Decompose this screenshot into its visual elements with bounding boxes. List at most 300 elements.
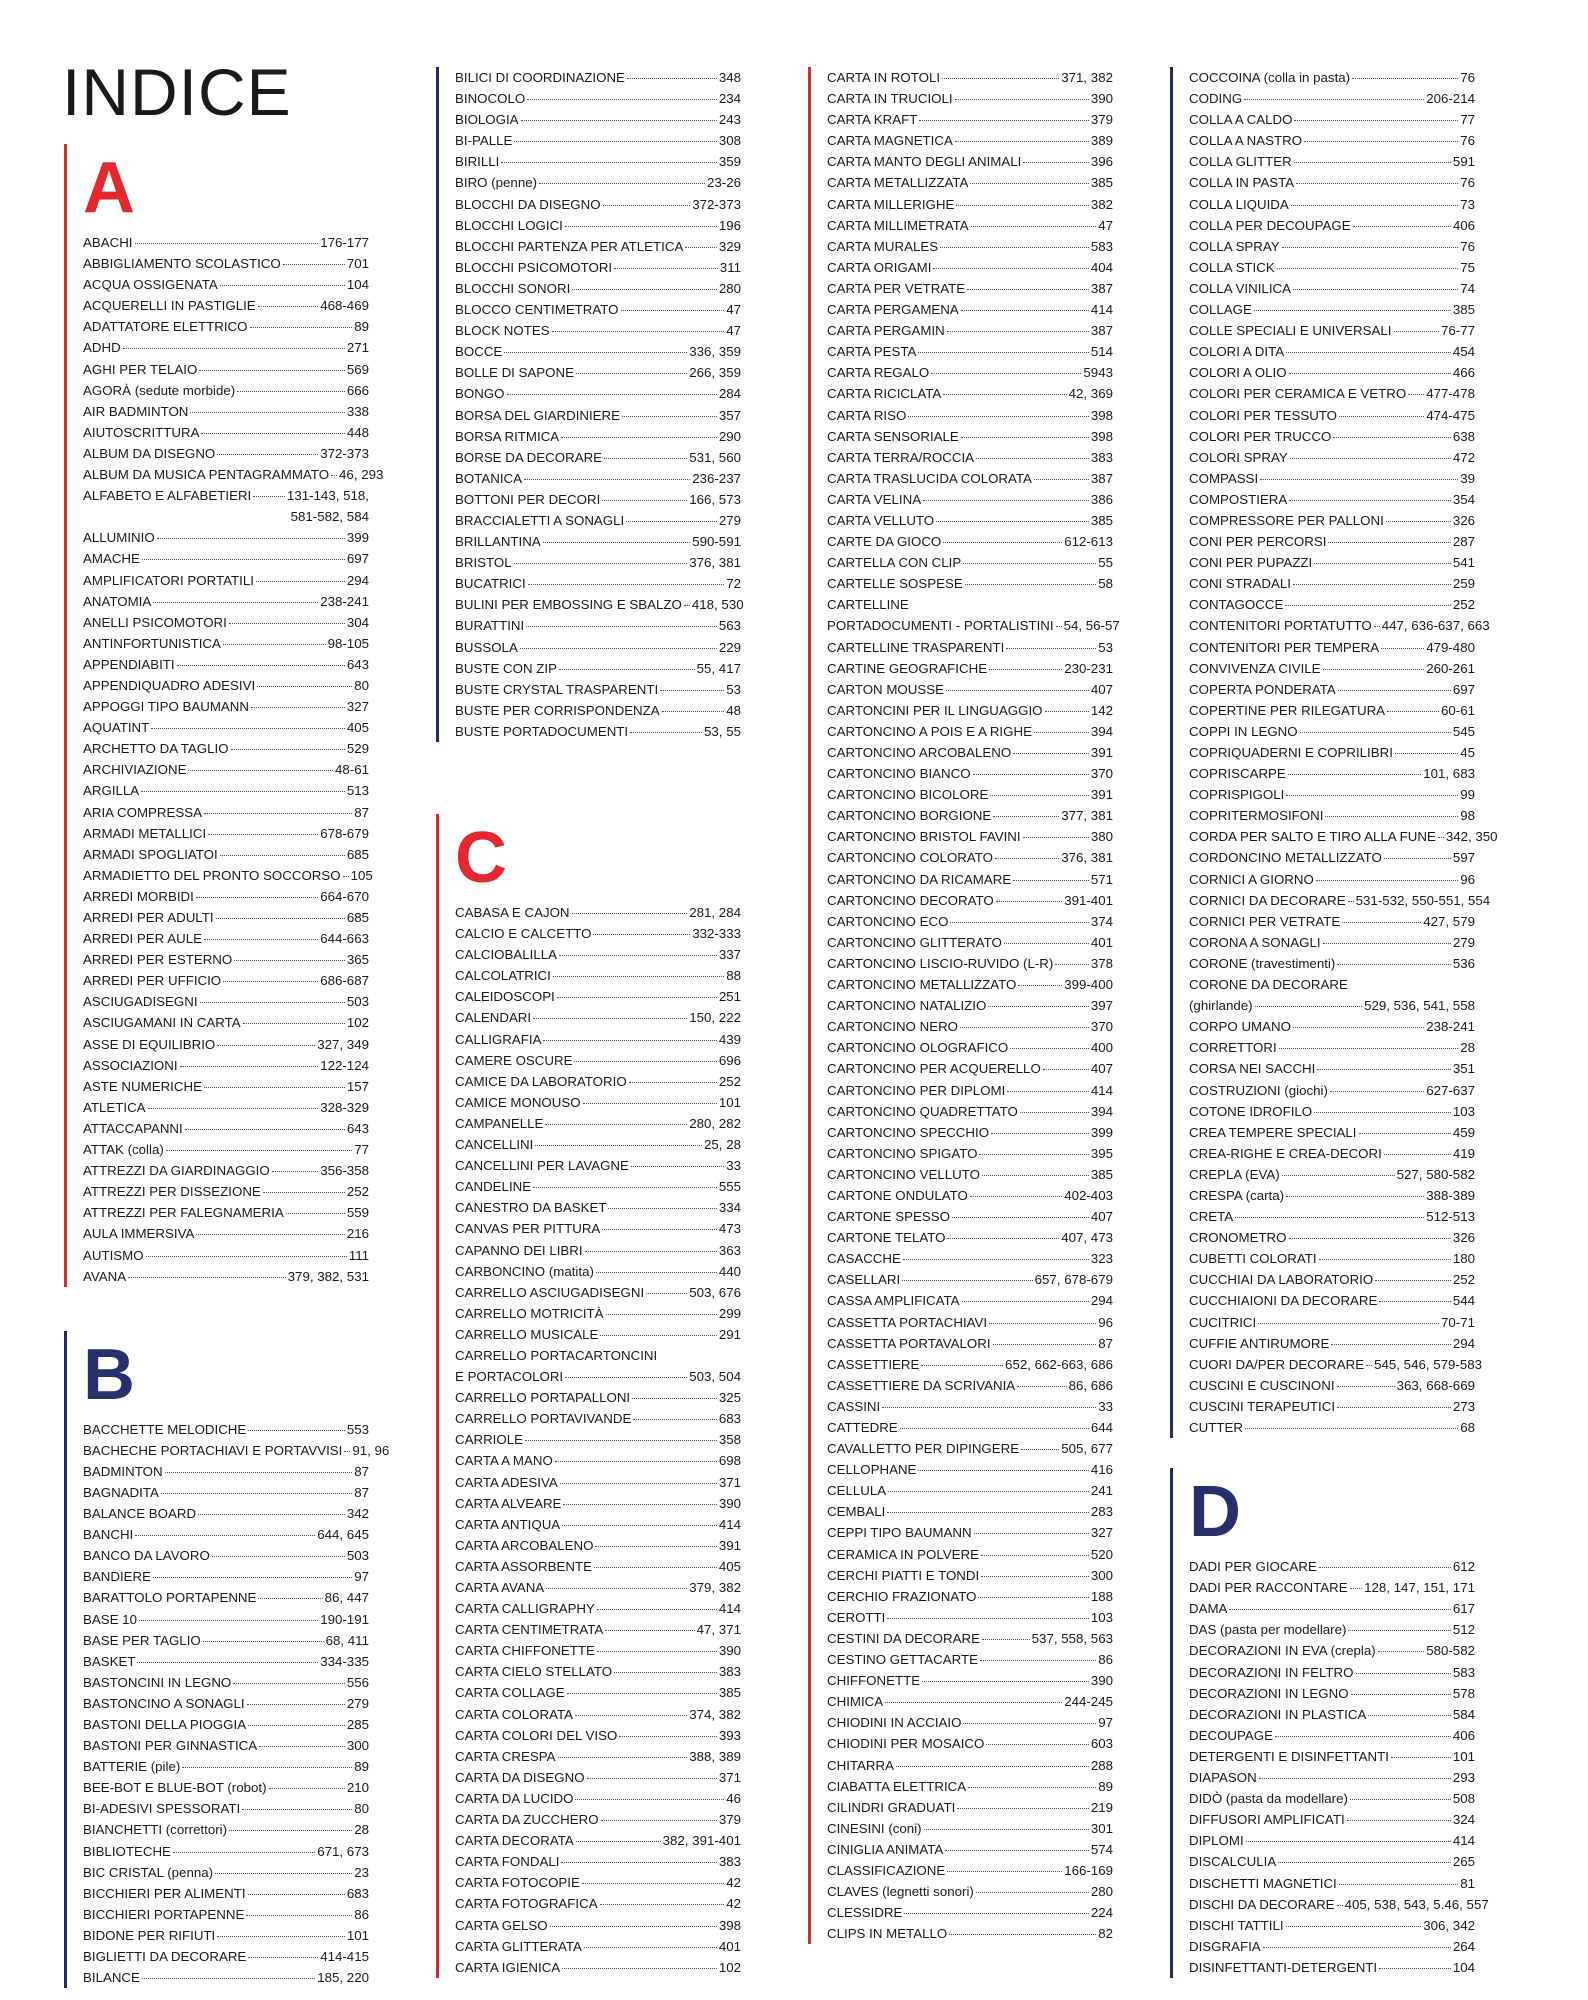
- entry-term: ARREDI PER AULE: [83, 931, 202, 947]
- entry-pages: 407: [1090, 1209, 1113, 1225]
- dot-leader: [1004, 943, 1089, 944]
- entry-term: DECOUPAGE: [1189, 1727, 1273, 1743]
- entry-term: CIABATTA ELETTRICA: [827, 1778, 967, 1794]
- entry-term: BICCHIERI PER ALIMENTI: [83, 1885, 246, 1901]
- entry-pages: 271: [346, 340, 369, 356]
- entry-term: CARTELLINE: [827, 597, 909, 613]
- entry-pages: 101: [1452, 1748, 1475, 1764]
- index-entry: [1189, 426, 1475, 447]
- entry-term: CARTA IGIENICA: [455, 1959, 561, 1975]
- dot-leader: [229, 1830, 352, 1831]
- entry-term: AULA IMMERSIVA: [83, 1226, 195, 1242]
- entry-term: CARTA PESTA: [827, 344, 917, 360]
- index-entry: [455, 1556, 741, 1577]
- dot-leader: [533, 1187, 717, 1188]
- dot-leader: [216, 918, 345, 919]
- entry-term: CAPANNO DEI LIBRI: [455, 1242, 583, 1258]
- index-entry: [455, 1746, 741, 1767]
- index-entry: [455, 1450, 741, 1471]
- dot-leader: [908, 416, 1089, 417]
- entry-pages: 529, 536, 541, 558: [1364, 998, 1475, 1014]
- index-entry: [827, 763, 1113, 784]
- index-entry: [83, 1566, 369, 1587]
- entry-term: COPPI IN LEGNO: [1189, 723, 1298, 739]
- dot-leader: [993, 816, 1059, 817]
- dot-leader: [970, 183, 1088, 184]
- index-entry: [827, 1333, 1113, 1354]
- index-entry: [83, 1925, 369, 1946]
- index-entry: [83, 717, 369, 738]
- index-entry: [1189, 1122, 1475, 1143]
- entry-pages: 328-329: [320, 1099, 369, 1115]
- entry-pages: 326: [1452, 512, 1475, 528]
- entry-pages: 281, 284: [689, 905, 741, 920]
- dot-leader: [204, 939, 318, 940]
- entry-term: CARTA FONDALI: [455, 1854, 560, 1870]
- entry-term: BORSE DA DECORARE: [455, 449, 603, 465]
- section-letter: A: [83, 148, 135, 228]
- entry-pages: 376, 381: [1061, 850, 1113, 866]
- entry-term: COLLE SPECIALI E UNIVERSALI: [1189, 323, 1392, 339]
- dot-leader: [561, 1862, 716, 1863]
- entry-pages: 581-582, 584: [290, 509, 369, 525]
- index-entry: [455, 1619, 741, 1640]
- index-entry: [1189, 1598, 1475, 1619]
- entry-term: AVANA: [83, 1268, 127, 1284]
- dot-leader: [1289, 500, 1451, 501]
- entry-pages: 111: [348, 1247, 369, 1263]
- index-entry: [83, 1609, 369, 1630]
- index-entry: [827, 594, 1113, 615]
- index-entry: [83, 1672, 369, 1693]
- dot-leader: [343, 876, 349, 877]
- dot-leader: [1395, 753, 1458, 754]
- entry-pages: 405: [718, 1558, 741, 1574]
- entry-term: BASKET: [83, 1653, 136, 1669]
- dot-leader: [919, 120, 1088, 121]
- entry-pages: 388-389: [1426, 1187, 1475, 1203]
- entry-pages: 372-373: [320, 445, 369, 461]
- index-entry: [83, 1461, 369, 1482]
- entry-term: CARTA A MANO: [455, 1453, 553, 1469]
- entry-pages: 80: [354, 1801, 369, 1817]
- index-entry: [455, 1282, 741, 1303]
- dot-leader: [685, 247, 716, 248]
- entry-pages: 678-679: [320, 825, 369, 841]
- entry-pages: 697: [1452, 681, 1475, 697]
- dot-leader: [557, 997, 717, 998]
- index-entry: [83, 1946, 369, 1967]
- entry-pages: 48-61: [334, 762, 369, 778]
- entry-term: CARTONCINO LISCIO-RUVIDO (L-R): [827, 955, 1054, 971]
- entry-pages: 131-143, 518,: [286, 488, 369, 504]
- entry-term: CARTA TERRA/ROCCIA: [827, 449, 975, 465]
- index-entry: [455, 109, 741, 130]
- dot-leader: [248, 1957, 318, 1958]
- entry-term: CUTTER: [1189, 1420, 1243, 1435]
- entry-term: BIRILLI: [455, 154, 500, 170]
- dot-leader: [1394, 331, 1439, 332]
- entry-term: CARTA METALLIZZATA: [827, 175, 969, 191]
- section-letter: B: [83, 1334, 135, 1415]
- entry-term: CARTONCINO SPECCHIO: [827, 1124, 990, 1140]
- index-entry: [455, 944, 741, 965]
- entry-term: DIFFUSORI AMPLIFICATI: [1189, 1812, 1345, 1828]
- index-entry: [83, 464, 384, 485]
- index-entry: [1189, 299, 1475, 320]
- entry-term: AIR BADMINTON: [83, 403, 189, 419]
- dot-leader: [955, 99, 1089, 100]
- entry-term: ARMADI METALLICI: [83, 825, 207, 841]
- entry-term: ABACHI: [83, 235, 133, 250]
- entry-pages: 266, 359: [689, 365, 741, 381]
- entry-pages: 351: [1452, 1061, 1475, 1077]
- dot-leader: [584, 1947, 717, 1948]
- index-entry: [827, 278, 1113, 299]
- dot-leader: [596, 1272, 717, 1273]
- entry-term: COLLA A NASTRO: [1189, 133, 1303, 149]
- index-entry: [1189, 1788, 1475, 1809]
- entry-term: CARTONCINO QUADRETTATO: [827, 1103, 1018, 1119]
- entry-pages: 299: [718, 1305, 741, 1321]
- index-entry: [83, 823, 369, 844]
- index-entry: [827, 1312, 1113, 1333]
- dot-leader: [223, 644, 326, 645]
- dot-leader: [331, 475, 337, 476]
- index-section-continued: [436, 67, 744, 742]
- entry-term: DECORAZIONI IN PLASTICA: [1189, 1706, 1367, 1722]
- entry-pages: 555: [718, 1179, 741, 1195]
- entry-term: CONTENITORI PORTATUTTO: [1189, 618, 1372, 634]
- dot-leader: [1323, 943, 1451, 944]
- entry-pages: 612: [1452, 1559, 1475, 1575]
- index-entry: [1189, 1206, 1475, 1227]
- entry-pages: 459: [1452, 1124, 1475, 1140]
- index-entry: [827, 236, 1113, 257]
- index-entry: [83, 1693, 369, 1714]
- entry-pages: 348: [718, 70, 741, 85]
- index-entry: [1189, 109, 1475, 130]
- entry-pages: 294: [346, 572, 369, 588]
- dot-leader: [632, 1398, 717, 1399]
- dot-leader: [559, 669, 695, 670]
- entry-pages: 398: [1090, 428, 1113, 444]
- entry-pages: 327: [346, 699, 369, 715]
- dot-leader: [986, 1744, 1088, 1745]
- dot-leader: [1386, 521, 1451, 522]
- entry-term: CONVIVENZA CIVILE: [1189, 660, 1321, 676]
- index-entry: [1189, 1725, 1475, 1746]
- entry-pages: 503, 676: [689, 1284, 741, 1300]
- dot-leader: [572, 289, 717, 290]
- entry-pages: 236-237: [692, 470, 741, 486]
- entry-pages: 102: [346, 1015, 369, 1031]
- dot-leader: [1339, 416, 1424, 417]
- entry-pages: 571: [1090, 871, 1113, 887]
- index-entry: [1189, 1396, 1475, 1417]
- dot-leader: [1351, 1694, 1451, 1695]
- index-entry: [83, 1202, 369, 1223]
- entry-term: CRONOMETRO: [1189, 1230, 1287, 1246]
- index-entry: [1189, 215, 1475, 236]
- dot-leader: [1294, 120, 1458, 121]
- dot-leader: [153, 1577, 352, 1578]
- dot-leader: [565, 226, 717, 227]
- entry-term: COPRITERMOSIFONI: [1189, 808, 1324, 824]
- entry-term: ADHD: [83, 340, 121, 356]
- dot-leader: [660, 690, 724, 691]
- entry-term: CARRELLO PORTAPALLONI: [455, 1390, 631, 1406]
- entry-term: CARTA SENSORIALE: [827, 428, 959, 444]
- entry-term: BUSSOLA: [455, 639, 518, 655]
- index-entry: [1189, 932, 1475, 953]
- entry-term: PORTADOCUMENTI - PORTALISTINI: [827, 618, 1054, 634]
- entry-term: COLLAGE: [1189, 302, 1252, 318]
- dot-leader: [882, 1407, 1096, 1408]
- index-entry: [83, 928, 369, 949]
- dot-leader: [1023, 837, 1089, 838]
- entry-term: CANCELLINI: [455, 1137, 534, 1153]
- entry-term: CARTELLE SOSPESE: [827, 576, 963, 592]
- index-entry: [83, 443, 369, 464]
- entry-pages: 683: [346, 1885, 369, 1901]
- entry-pages: 390: [718, 1643, 741, 1659]
- index-entry: [827, 1818, 1113, 1839]
- dot-leader: [587, 1778, 717, 1779]
- index-entry: [455, 1071, 741, 1092]
- index-entry: [1189, 531, 1475, 552]
- index-entry: [83, 886, 369, 907]
- entry-pages: 28: [1460, 1040, 1475, 1056]
- index-entry: [455, 1176, 741, 1197]
- entry-pages: 379, 382: [689, 1580, 741, 1595]
- entry-pages: 73: [1460, 196, 1475, 212]
- entry-pages: 559: [346, 1205, 369, 1221]
- dot-leader: [567, 1693, 717, 1694]
- index-entry: [827, 911, 1113, 932]
- index-entry: [827, 341, 1113, 362]
- dot-leader: [974, 1533, 1089, 1534]
- dot-leader: [507, 394, 717, 395]
- entry-pages: 590-591: [692, 534, 741, 550]
- entry-pages: 280, 282: [689, 1115, 741, 1131]
- entry-term: CLAVES (legnetti sonori): [827, 1884, 974, 1900]
- dot-leader: [1286, 1196, 1424, 1197]
- index-entry: [83, 359, 369, 380]
- index-entry: [1189, 1851, 1475, 1872]
- index-entry: [827, 215, 1113, 236]
- entry-term: CARTA CIELO STELLATO: [455, 1664, 613, 1680]
- index-entry: [1189, 1577, 1475, 1598]
- index-entry: [83, 970, 369, 991]
- entry-term: CARTONCINO PER ACQUERELLO: [827, 1061, 1041, 1077]
- index-entry: [455, 257, 741, 278]
- dot-leader: [212, 1556, 345, 1557]
- entry-pages: 701: [346, 256, 369, 272]
- entry-term: CUSCINI TERAPEUTICI: [1189, 1398, 1336, 1414]
- index-entry: [827, 637, 1113, 658]
- index-entry: [83, 654, 369, 675]
- entry-term: ALBUM DA DISEGNO: [83, 445, 216, 461]
- entry-term: CASELLARI: [827, 1272, 901, 1288]
- dot-leader: [582, 1883, 724, 1884]
- index-entry: [455, 1872, 741, 1893]
- index-entry: [83, 865, 373, 886]
- dot-leader: [575, 1715, 687, 1716]
- entry-term: COMPRESSORE PER PALLONI: [1189, 512, 1384, 528]
- entry-pages: 291: [718, 1326, 741, 1342]
- entry-pages: 447, 636-637, 663: [1381, 618, 1490, 634]
- index-entry: [455, 658, 741, 679]
- entry-pages: 512: [1452, 1622, 1475, 1638]
- index-column-2: [436, 67, 744, 1978]
- dot-leader: [1245, 1428, 1458, 1429]
- dot-leader: [924, 1829, 1089, 1830]
- index-entry: [1189, 700, 1475, 721]
- entry-term: BUSTE PORTADOCUMENTI: [455, 723, 629, 739]
- entry-term: CERAMICA IN POLVERE: [827, 1546, 979, 1562]
- entry-term: ARCHIVIAZIONE: [83, 762, 187, 778]
- entry-term: DECORAZIONI IN EVA (crepla): [1189, 1643, 1376, 1659]
- entry-term: CARTA REGALO: [827, 365, 930, 381]
- entry-pages: 400: [1090, 1040, 1113, 1056]
- entry-term: BOCCE: [455, 344, 503, 360]
- index-entry: [827, 1733, 1113, 1754]
- index-entry: [1189, 1704, 1475, 1725]
- index-entry: [1189, 1101, 1475, 1122]
- index-entry: [455, 721, 741, 742]
- index-entry: [1189, 1058, 1475, 1079]
- index-entry: [455, 700, 741, 721]
- entry-pages: 97: [354, 1569, 369, 1585]
- entry-pages: 336, 359: [689, 344, 741, 360]
- index-entry: [455, 594, 744, 615]
- entry-term: BUCATRICI: [455, 576, 526, 592]
- entry-term: CORONE DA DECORARE: [1189, 977, 1348, 993]
- entry-term: CARTA CENTIMETRATA: [455, 1622, 604, 1638]
- entry-pages: 399-400: [1064, 977, 1113, 993]
- index-entry: [827, 890, 1113, 911]
- index-entry: [1189, 194, 1475, 215]
- entry-pages: 541: [1452, 555, 1475, 571]
- dot-leader: [501, 162, 716, 163]
- entry-term: APPENDIABITI: [83, 656, 175, 672]
- entry-term: BLOCCO CENTIMETRATO: [455, 302, 619, 318]
- dot-leader: [982, 1639, 1030, 1640]
- dot-leader: [1021, 1449, 1059, 1450]
- index-entry: [1189, 995, 1475, 1016]
- entry-term: ARCHETTO DA TAGLIO: [83, 741, 229, 757]
- dot-leader: [157, 538, 345, 539]
- entry-pages: 294: [1090, 1293, 1113, 1309]
- entry-term: BIOLOGIA: [455, 112, 519, 128]
- entry-term: CARTELLINE TRASPARENTI: [827, 639, 1005, 655]
- index-column-1: [64, 144, 390, 1988]
- index-entry: [1189, 67, 1475, 88]
- dot-leader: [1314, 1112, 1451, 1113]
- entry-term: CONTAGOCCE: [1189, 597, 1284, 613]
- entry-term: (ghirlande): [1189, 998, 1253, 1014]
- dot-leader: [971, 226, 1097, 227]
- entry-term: DADI PER GIOCARE: [1189, 1559, 1317, 1575]
- index-entry: [83, 591, 369, 612]
- entry-pages: 70-71: [1440, 1314, 1475, 1330]
- entry-pages: 290: [718, 428, 741, 444]
- dot-leader: [991, 1133, 1089, 1134]
- entry-pages: 537, 558, 563: [1031, 1630, 1113, 1646]
- dot-leader: [545, 1124, 687, 1125]
- entry-term: CARTONCINO ARCOBALENO: [827, 745, 1012, 760]
- entry-pages: 97: [1098, 1715, 1113, 1731]
- entry-pages: 87: [354, 1463, 369, 1479]
- entry-pages: 166, 573: [689, 491, 741, 507]
- entry-pages: 304: [346, 614, 369, 630]
- index-entry: [827, 172, 1113, 193]
- entry-pages: 180: [1452, 1251, 1475, 1267]
- dot-leader: [1010, 1048, 1089, 1049]
- entry-term: CARTONCINO ECO: [827, 913, 949, 929]
- index-entry: [1189, 847, 1475, 868]
- entry-pages: 54, 56-57: [1063, 618, 1120, 634]
- index-entry: [827, 805, 1113, 826]
- entry-term: BASE 10: [83, 1611, 137, 1627]
- entry-term: CARTONCINI PER IL LINGUAGGIO: [827, 702, 1043, 718]
- dot-leader: [237, 391, 345, 392]
- dot-leader: [1337, 1905, 1343, 1906]
- dot-leader: [1259, 1778, 1451, 1779]
- entry-term: ATTREZZI DA GIARDINAGGIO: [83, 1163, 270, 1179]
- entry-pages: 390: [1090, 1673, 1113, 1689]
- dot-leader: [196, 1234, 344, 1235]
- entry-term: CRETA: [1189, 1209, 1234, 1225]
- dot-leader: [576, 1841, 661, 1842]
- dot-leader: [256, 581, 345, 582]
- dot-leader: [936, 521, 1089, 522]
- entry-term: CARRELLO PORTAVIVANDE: [455, 1411, 632, 1427]
- entry-pages: 396: [1090, 154, 1113, 170]
- entry-term: CRESPA (carta): [1189, 1187, 1285, 1203]
- entry-term: CARTA FOTOGRAFICA: [455, 1896, 598, 1912]
- dot-leader: [553, 976, 724, 977]
- entry-term: ALFABETO E ALFABETIERI: [83, 488, 252, 504]
- entry-pages: 76: [1460, 70, 1475, 85]
- dot-leader: [1293, 584, 1451, 585]
- entry-term: CALCOLATRICI: [455, 968, 551, 984]
- entry-term: BORSA RITMICA: [455, 428, 560, 444]
- entry-pages: 395: [1090, 1145, 1113, 1161]
- index-entry: [1189, 869, 1475, 890]
- entry-pages: 219: [1090, 1799, 1113, 1815]
- dot-leader: [344, 1451, 350, 1452]
- entry-pages: 230-231: [1064, 660, 1113, 676]
- dot-leader: [520, 648, 717, 649]
- index-entry: [827, 1269, 1113, 1290]
- entry-pages: 371, 382: [1061, 70, 1113, 85]
- entry-pages: 385: [718, 1685, 741, 1701]
- index-entry: [455, 1830, 741, 1851]
- dot-leader: [196, 897, 318, 898]
- dot-leader: [1293, 289, 1458, 290]
- index-entry: [83, 991, 369, 1012]
- entry-term: BONGO: [455, 386, 505, 402]
- dot-leader: [662, 711, 725, 712]
- entry-term: AGORÀ (sedute morbide): [83, 382, 236, 398]
- entry-pages: 273: [1452, 1398, 1475, 1414]
- entry-pages: 91, 96: [352, 1442, 390, 1458]
- dot-leader: [593, 934, 690, 935]
- dot-leader: [1339, 1884, 1458, 1885]
- dot-leader: [583, 1103, 717, 1104]
